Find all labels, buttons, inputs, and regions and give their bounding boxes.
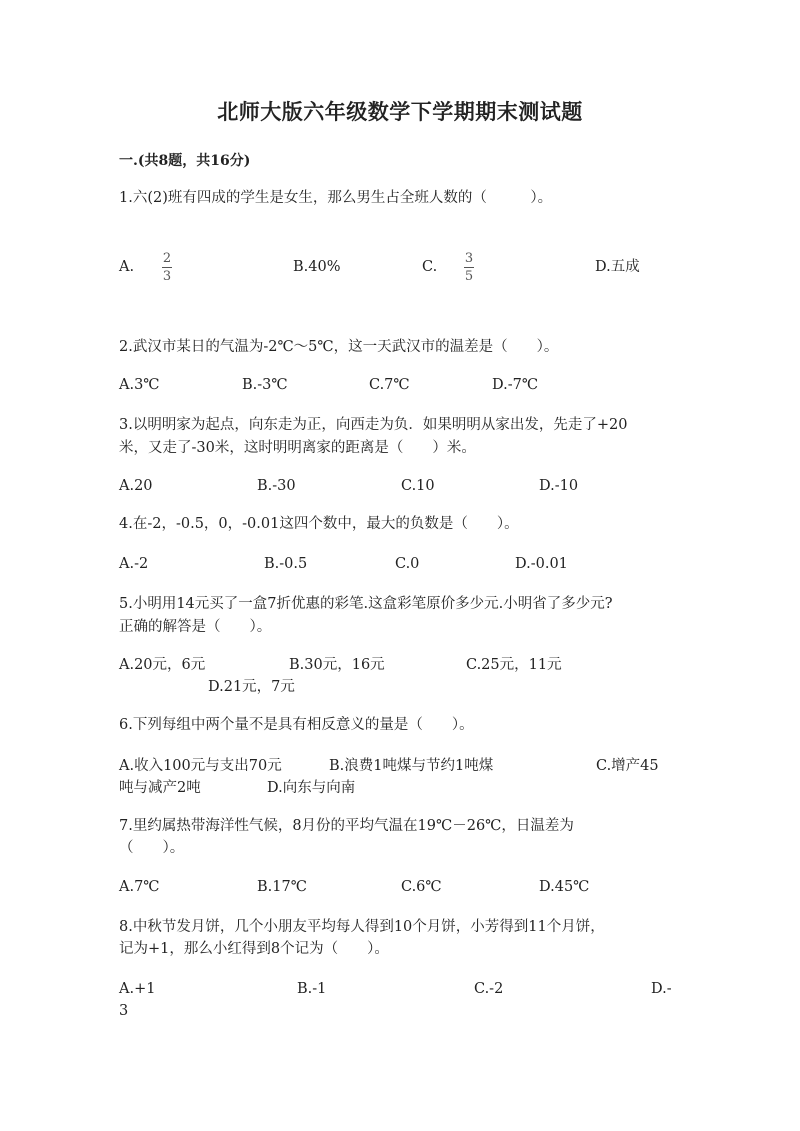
fraction-denominator: 3 (162, 269, 172, 284)
q2-option-b: B.-3℃ (242, 377, 288, 393)
question-4-text: 4.在-2，-0.5，0，-0.01这四个数中，最大的负数是（ ）。 (119, 516, 519, 532)
q4-option-c: C.0 (395, 556, 420, 572)
q3-option-b: B.-30 (257, 478, 296, 494)
q3-option-a: A.20 (119, 478, 153, 494)
q7-option-c: C.6℃ (401, 879, 442, 895)
question-7-text-line-1: 7.里约属热带海洋性气候，8月份的平均气温在19℃－26℃，日温差为 (119, 818, 574, 834)
question-3-text-line-2: 米，又走了-30米，这时明明离家的距离是（ ）米。 (119, 440, 476, 456)
question-5-text-line-1: 5.小明用14元买了一盒7折优惠的彩笔.这盒彩笔原价多少元.小明省了多少元? (119, 596, 613, 612)
q2-option-c: C.7℃ (369, 377, 410, 393)
q8-option-d-continued: 3 (119, 1003, 129, 1019)
q3-option-d: D.-10 (539, 478, 579, 494)
q4-option-d: D.-0.01 (515, 556, 568, 572)
question-7-text-line-2: （ ）。 (119, 840, 185, 856)
question-8-text-line-2: 记为+1，那么小红得到8个记为（ ）。 (119, 941, 389, 957)
q1-option-a: A. (119, 259, 135, 275)
q6-option-b: B.浪费1吨煤与节约1吨煤 (329, 758, 494, 774)
fraction-numerator: 2 (162, 251, 172, 266)
q2-option-d: D.-7℃ (492, 377, 539, 393)
question-3-text-line-1: 3.以明明家为起点，向东走为正，向西走为负．如果明明从家出发，先走了+20 (119, 417, 628, 433)
q6-option-c-continued: 吨与减产2吨 (119, 780, 201, 796)
fraction-bar (464, 267, 474, 268)
q5-option-a: A.20元，6元 (119, 657, 206, 673)
q8-option-d: D.- (651, 981, 672, 997)
q7-option-d: D.45℃ (539, 879, 590, 895)
question-2-text: 2.武汉市某日的气温为-2℃～5℃，这一天武汉市的温差是（ ）。 (119, 339, 559, 355)
q1-option-b: B.40% (293, 259, 341, 275)
question-8-text-line-1: 8.中秋节发月饼，几个小朋友平均每人得到10个月饼，小芳得到11个月饼， (119, 919, 605, 935)
fraction-numerator: 3 (464, 251, 474, 266)
q4-option-a: A.-2 (119, 556, 149, 572)
q7-option-a: A.7℃ (119, 879, 160, 895)
q1-option-c: C. (422, 259, 438, 275)
fraction-bar (162, 267, 172, 268)
question-6-text: 6.下列每组中两个量不是具有相反意义的量是（ ）。 (119, 717, 474, 733)
q4-option-b: B.-0.5 (264, 556, 308, 572)
q1-option-c-fraction (464, 252, 474, 283)
q1-option-d: D.五成 (595, 259, 640, 275)
question-5-text-line-2: 正确的解答是（ ）。 (119, 619, 272, 635)
q8-option-c: C.-2 (474, 981, 504, 997)
q6-option-a: A.收入100元与支出70元 (119, 758, 282, 774)
q5-option-b: B.30元，16元 (289, 657, 385, 673)
q8-option-a: A.+1 (119, 981, 156, 997)
q5-option-d: D.21元，7元 (208, 679, 295, 695)
q3-option-c: C.10 (401, 478, 435, 494)
q6-option-d: D.向东与向南 (267, 780, 356, 796)
page-title: 北师大版六年级数学下学期期末测试题 (217, 99, 583, 124)
fraction-denominator: 5 (464, 269, 474, 284)
question-1-text: 1.六(2)班有四成的学生是女生，那么男生占全班人数的（ ）。 (119, 190, 553, 206)
q8-option-b: B.-1 (297, 981, 327, 997)
q6-option-c: C.增产45 (596, 758, 659, 774)
section-heading: 一.(共8题，共16分) (119, 153, 251, 169)
q2-option-a: A.3℃ (119, 377, 160, 393)
q7-option-b: B.17℃ (257, 879, 307, 895)
q5-option-c: C.25元，11元 (466, 657, 562, 673)
q1-option-a-fraction (162, 252, 172, 283)
